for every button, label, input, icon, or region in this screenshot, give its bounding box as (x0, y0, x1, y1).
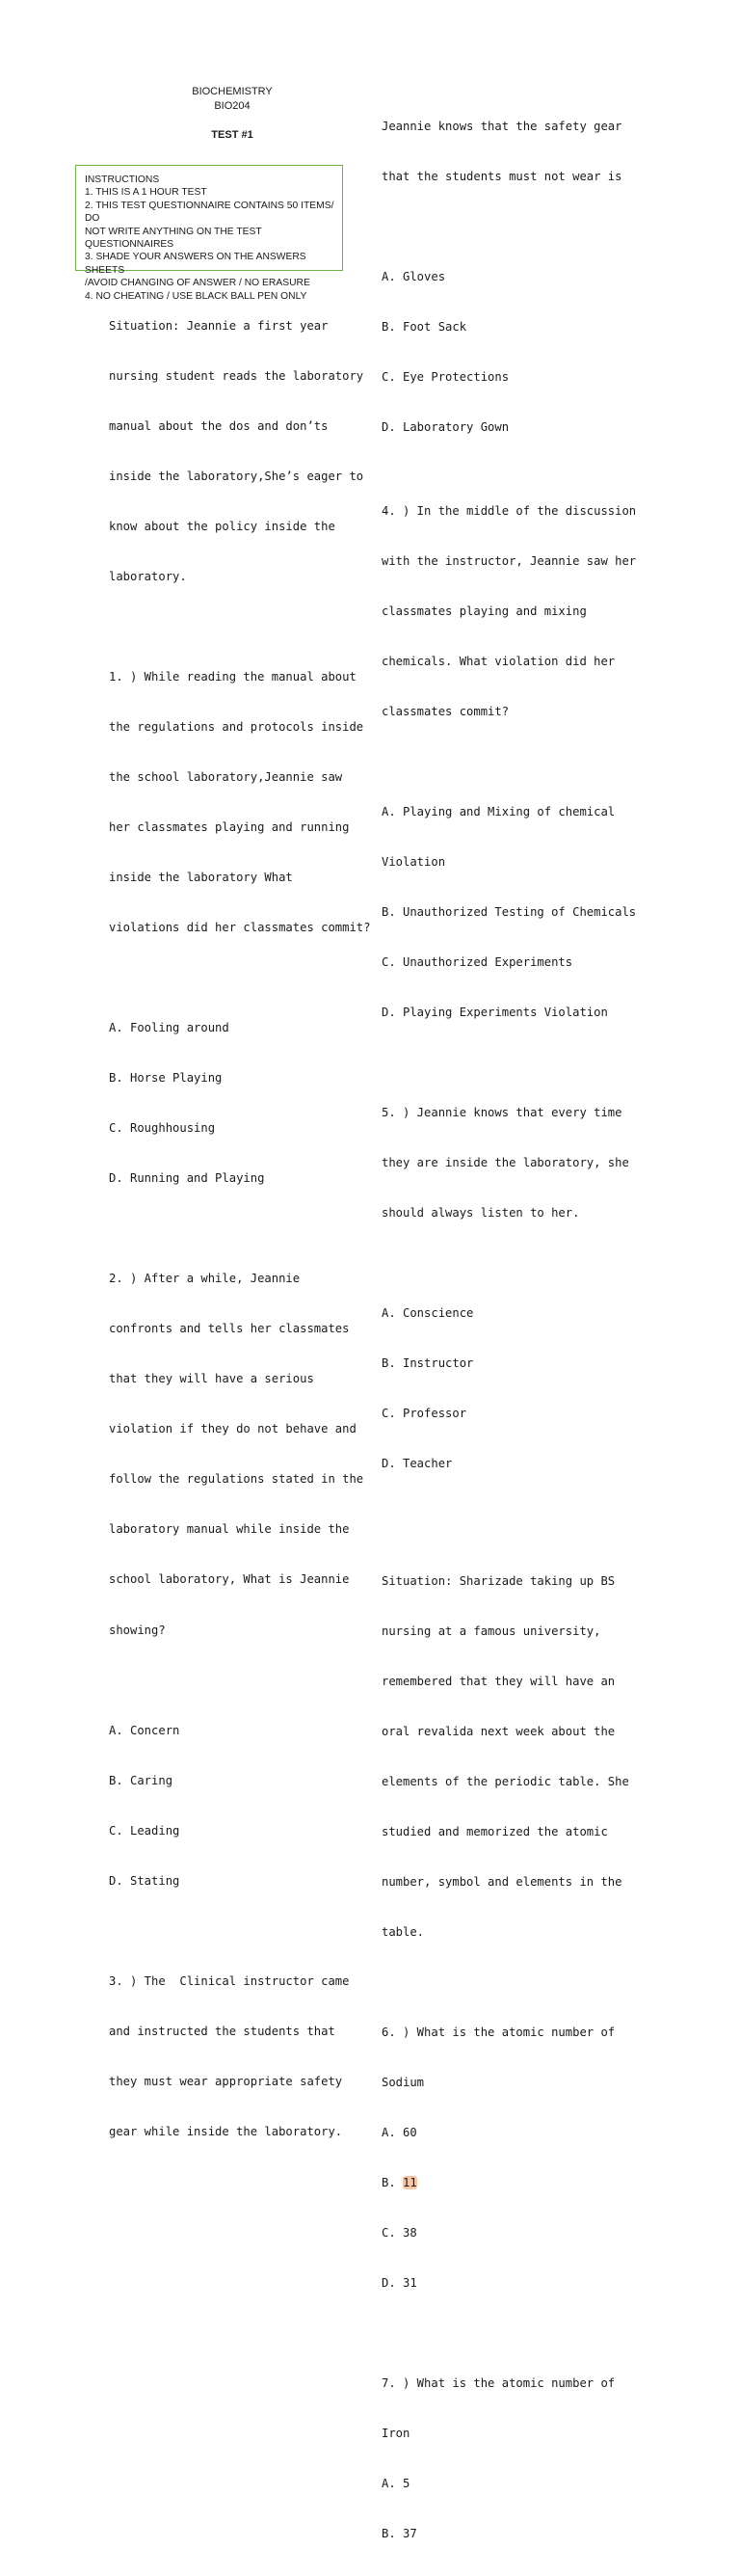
text-line: manual about the dos and don’ts (109, 418, 329, 433)
question-stem-line: gear while inside the laboratory. (109, 2124, 343, 2138)
question-4 (382, 470, 647, 1055)
question-stem-line: classmates commit? (382, 704, 510, 718)
question-stem-line: her classmates playing and running (109, 820, 350, 834)
highlighted-answer: 11 (403, 2175, 417, 2189)
question-stem-line: 3. ) The Clinical instructor came (109, 1973, 350, 1988)
answer-choice: C. Professor (382, 1407, 467, 1421)
answer-choice: B. Instructor (382, 1356, 474, 1371)
question-stem-line: 6. ) What is the atomic number of (382, 2025, 616, 2039)
answer-choice: C. 38 (382, 2226, 417, 2240)
question-6 (382, 1991, 647, 2325)
question-2 (109, 1238, 374, 1923)
test-header (154, 85, 310, 143)
question-7 (382, 2342, 647, 2576)
answer-choice: D. Teacher (382, 1457, 453, 1471)
question-stem-line: that they will have a serious (109, 1372, 314, 1386)
answer-choice: A. Gloves (382, 269, 446, 283)
question-stem-line: with the instructor, Jeannie saw her (382, 553, 637, 568)
question-stem-line: confronts and tells her classmates (109, 1322, 350, 1336)
question-stem-line: Sodium (382, 2075, 425, 2089)
question-stem-line: they must wear appropriate safety (109, 2074, 343, 2088)
course-code: BIO204 (214, 100, 251, 112)
text-line: number, symbol and elements in the (382, 1874, 622, 1889)
instruction-line: 2. THIS TEST QUESTIONNAIRE CONTAINS 50 ITEMS/ DO (85, 200, 334, 225)
question-stem-line: 5. ) Jeannie knows that every time (382, 1105, 622, 1119)
instructions-heading: INSTRUCTIONS (85, 174, 160, 185)
answer-choice: C. Roughhousing (109, 1121, 216, 1136)
answer-choice: B. Caring (109, 1773, 173, 1787)
question-stem-line: they are inside the laboratory, she (382, 1156, 629, 1169)
question-stem-line: Jeannie knows that the safety gear (382, 119, 622, 133)
question-stem-line: 4. ) In the middle of the discussion (382, 503, 637, 518)
question-stem-line: and instructed the students that (109, 2024, 335, 2038)
question-stem-line: the regulations and protocols inside (109, 719, 364, 734)
text-line: know about the policy inside the (109, 519, 335, 533)
answer-choice: C. Leading (109, 1823, 180, 1838)
answer-choice: A. Conscience (382, 1306, 474, 1321)
answer-choice: D. 31 (382, 2276, 417, 2291)
question-stem-line: inside the laboratory What (109, 871, 293, 885)
text-line: Situation: Jeannie a first year (109, 318, 329, 333)
situation-2 (382, 1540, 647, 1974)
question-3-continued (382, 85, 647, 470)
question-stem-line: classmates playing and mixing (382, 604, 587, 618)
answer-choice: A. Fooling around (109, 1021, 229, 1035)
text-line: inside the laboratory,She’s eager to (109, 469, 364, 483)
instruction-line: NOT WRITE ANYTHING ON THE TEST QUESTIONNAIRES (85, 226, 262, 251)
answer-choice: B. Unauthorized Testing of Chemicals (382, 904, 637, 919)
answer-choice: B. Horse Playing (109, 1071, 223, 1086)
text-line: remembered that they will have an (382, 1674, 616, 1688)
answer-choice: Violation (382, 854, 446, 869)
question-stem-line: school laboratory, What is Jeannie (109, 1572, 350, 1587)
answer-choice: C. Eye Protections (382, 369, 510, 384)
question-stem-line: follow the regulations stated in the (109, 1472, 364, 1487)
answer-choice: A. 5 (382, 2477, 410, 2491)
instruction-line: 4. NO CHEATING / USE BLACK BALL PEN ONLY (85, 290, 307, 302)
text-line: Situation: Sharizade taking up BS (382, 1573, 616, 1588)
choice-letter: B. (382, 2175, 404, 2189)
question-stem-line: 2. ) After a while, Jeannie (109, 1272, 301, 1286)
text-line: studied and memorized the atomic (382, 1824, 608, 1838)
question-stem-line: 1. ) While reading the manual about (109, 669, 357, 684)
text-line: nursing student reads the laboratory (109, 368, 364, 383)
question-3 (109, 1940, 374, 2174)
question-stem-line: Iron (382, 2427, 410, 2441)
question-stem-line: 7. ) What is the atomic number of (382, 2376, 616, 2391)
left-column (109, 284, 374, 2174)
subject-title: BIOCHEMISTRY (192, 86, 273, 97)
answer-choice: D. Running and Playing (109, 1171, 265, 1186)
text-line: nursing at a famous university, (382, 1623, 601, 1638)
question-stem-line: chemicals. What violation did her (382, 654, 616, 668)
question-stem-line: violation if they do not behave and (109, 1422, 357, 1436)
question-stem-line: violations did her classmates commit? (109, 921, 371, 935)
answer-choice: D. Playing Experiments Violation (382, 1005, 608, 1019)
answer-choice: B. Foot Sack (382, 319, 467, 334)
answer-choice-highlighted (382, 2175, 647, 2191)
question-stem-line: showing? (109, 1623, 166, 1637)
answer-choice: D. Stating (109, 1873, 180, 1888)
right-column (382, 85, 647, 2576)
situation-1 (109, 284, 374, 619)
answer-choice: C. Unauthorized Experiments (382, 954, 573, 969)
question-stem-line: laboratory manual while inside the (109, 1522, 350, 1537)
question-stem-line: the school laboratory,Jeannie saw (109, 769, 343, 784)
instructions-box (75, 165, 343, 302)
instruction-line: 1. THIS IS A 1 HOUR TEST (85, 187, 207, 199)
text-line: oral revalida next week about the (382, 1724, 616, 1738)
question-stem-line: that the students must not wear is (382, 169, 622, 183)
question-stem-line: should always listen to her. (382, 1206, 580, 1221)
answer-choice: A. 60 (382, 2125, 417, 2139)
text-line: laboratory. (109, 569, 187, 583)
question-1 (109, 635, 374, 1221)
answer-choice: A. Concern (109, 1723, 180, 1737)
instruction-line: 3. SHADE YOUR ANSWERS ON THE ANSWERS SHEETS (85, 252, 306, 276)
answer-choice: B. 37 (382, 2527, 417, 2541)
answer-choice: D. Laboratory Gown (382, 419, 510, 434)
instruction-line: /AVOID CHANGING OF ANSWER / NO ERASURE (85, 278, 310, 289)
text-line: elements of the periodic table. She (382, 1774, 629, 1788)
text-line: table. (382, 1924, 425, 1939)
question-5 (382, 1071, 647, 1506)
answer-choice: A. Playing and Mixing of chemical (382, 804, 616, 818)
test-number: TEST #1 (211, 129, 253, 141)
